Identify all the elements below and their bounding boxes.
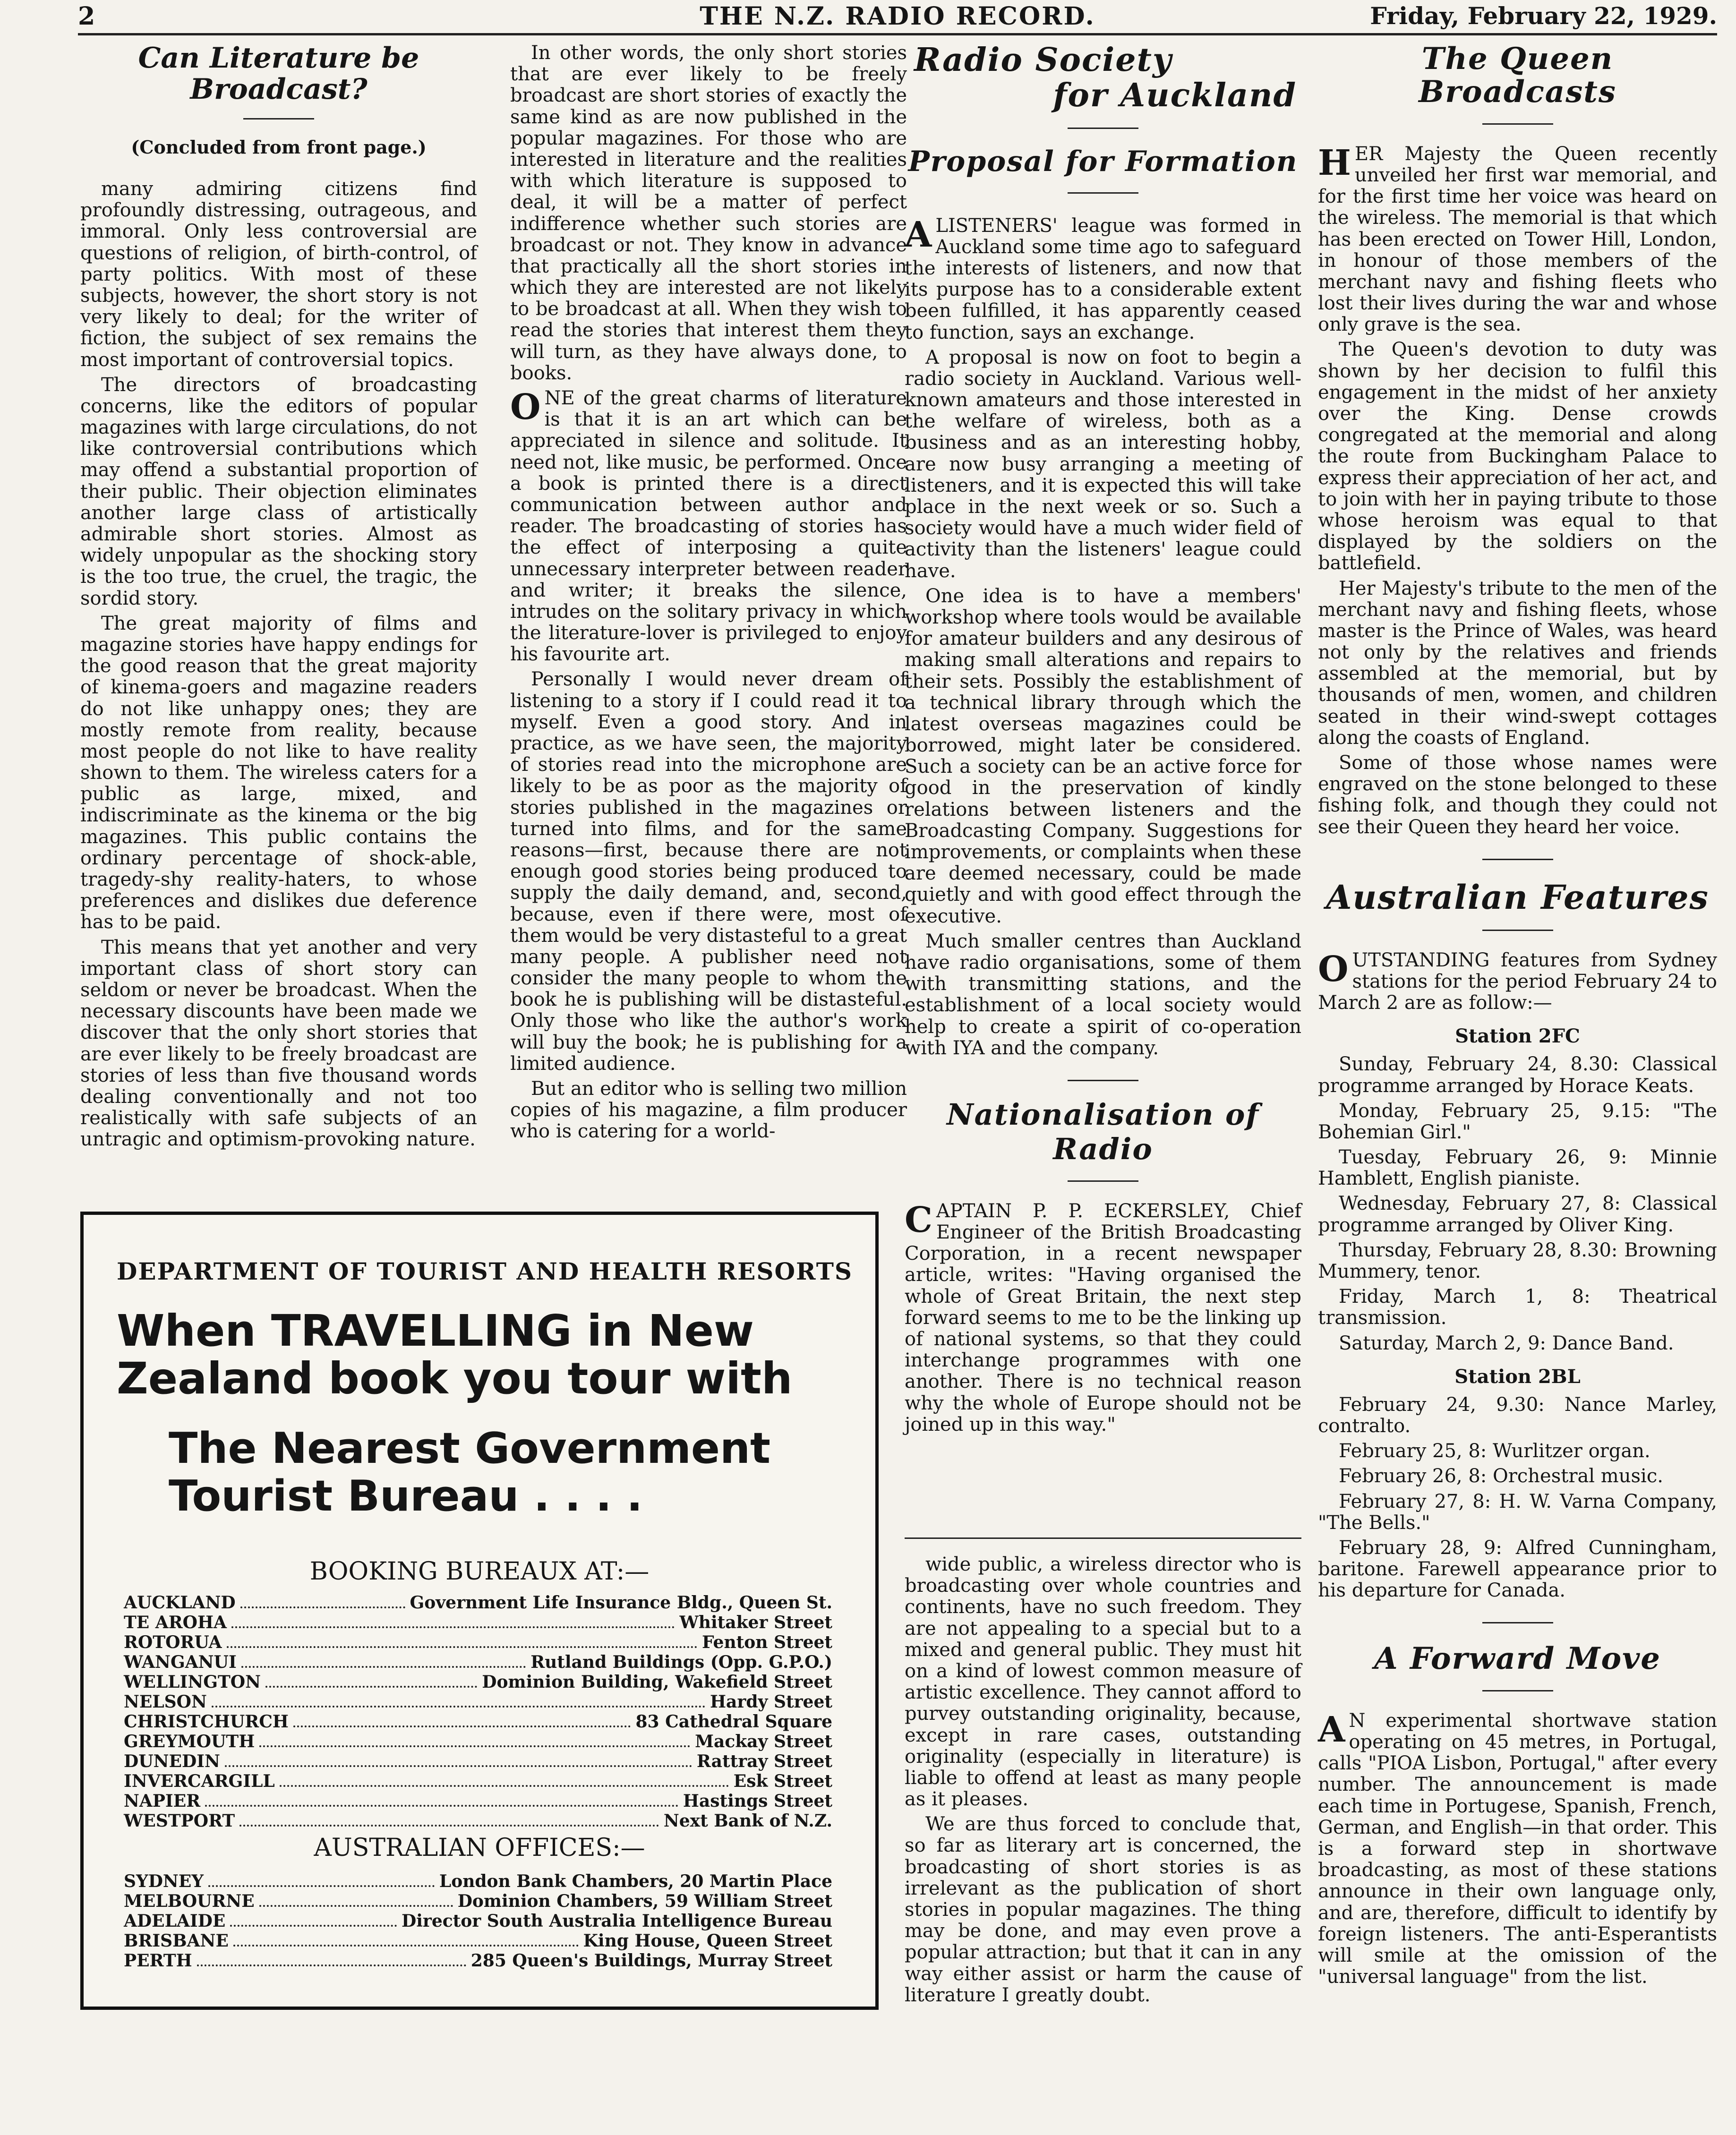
dot-leader (227, 1646, 697, 1648)
separator (1482, 859, 1553, 860)
office-city: WESTPORT (124, 1811, 235, 1831)
paragraph: We are thus forced to conclude that, so far as literary art is concerned, the broadcasting of short stories is as irrelevant as the publication of short stories in popular magazines. The thing may be done, and may even prove a popular attraction; but that it can in any way either assist or harm the cause of literature I greatly doubt. (905, 1813, 1301, 2006)
office-city: PERTH (124, 1951, 192, 1971)
office-city: NELSON (124, 1692, 207, 1712)
dot-leader (259, 1745, 690, 1747)
office-address: Whitaker Street (679, 1613, 832, 1632)
office-row (124, 1712, 832, 1732)
office-address: Rutland Buildings (Opp. G.P.O.) (530, 1652, 832, 1672)
paragraph: Saturday, March 2, 9: Dance Band. (1339, 1332, 1674, 1354)
news-column-4 (1318, 43, 1717, 1991)
dot-leader (280, 1785, 729, 1787)
forward-move-body (1318, 1710, 1717, 1988)
australian-offices-heading: AUSTRALIAN OFFICES:— (314, 1834, 645, 1862)
paragraph: ALISTENERS' league was formed in Auckland some time ago to safeguard the interests of listeners, and now that its purpose has to a considerable extent been fulfilled, it has apparently ceased to function, says an exchange. (905, 214, 1301, 343)
office-row (124, 1911, 832, 1931)
ad-department: DEPARTMENT OF TOURIST AND HEALTH RESORTS (117, 1257, 853, 1285)
literature-headline: Can Literature be Broadcast? (138, 42, 419, 106)
queen-body (1318, 144, 1717, 838)
news-column-3 (905, 43, 1301, 1439)
office-row (124, 1613, 832, 1632)
station-2fc-list (1318, 1054, 1717, 1354)
paragraph: One idea is to have a members' workshop where tools would be available for amateur builders and any desirous of making small alterations and repairs to their sets. Possibly the establishment of a technical library through which the latest overseas magazines could be borrowed, might later be considered. Such a society can be an active force for good in the preservation of kindly relations between listeners and the Broadcasting Company. Suggestions for improvements, or complaints when these are deemed necessary, could be made quietly and with good effect through the executive. (905, 585, 1301, 927)
separator (243, 118, 314, 120)
office-row (124, 1791, 832, 1811)
booking-list (124, 1593, 832, 1831)
paragraph: February 25, 8: Wurlitzer organ. (1339, 1440, 1650, 1462)
page-header (78, 2, 1717, 31)
office-row (124, 1771, 832, 1791)
office-address: Next Bank of N.Z. (663, 1811, 832, 1831)
dot-leader (205, 1805, 678, 1807)
continued-note: (Concluded from front page.) (131, 137, 427, 158)
paragraph: But an editor who is selling two million copies of his magazine, a film producer who is catering for a world- (510, 1078, 907, 1143)
station-2bl-heading: Station 2BL (1454, 1365, 1581, 1388)
office-address: Hardy Street (710, 1692, 832, 1712)
column-rule (905, 1537, 1301, 1539)
paragraph: In other words, the only short stories that are ever likely to be freely broadcast are short stories of exactly the same kind as are now published in the popular magazines. For those who are interested in literature and the realities with which literature is supposed to deal, it will be a matter of perfect indifference whether such stories are broadcast or not. They know in advance that practically all the short stories in which they are interested are not likely to be broadcast at all. When they wish to read the stories that interest them they will turn, as they have always done, to books. (510, 42, 907, 384)
office-address: Dominion Chambers, 59 William Street (457, 1891, 832, 1911)
paragraph: The Queen's devotion to duty was shown by her decision to fulfil this engagement in the midst of her anxiety over the King. Dense crowds congregated at the memorial and along the route from Buckingham Palace to express their appreciation of her act, and to join with her in paying tribute to those whose heroism was equal to that displayed by the soldiers on the battlefield. (1318, 339, 1717, 574)
dot-leader (231, 1626, 675, 1628)
paragraph: February 26, 8: Orchestral music. (1339, 1465, 1663, 1487)
separator (1068, 1180, 1138, 1182)
office-address: 83 Cathedral Square (635, 1712, 832, 1732)
paragraph: Monday, February 25, 9.15: "The Bohemian Girl." (1318, 1100, 1717, 1143)
office-city: DUNEDIN (124, 1751, 220, 1771)
tourist-bureau-advertisement (80, 1212, 879, 2010)
office-row (124, 1732, 832, 1751)
australian-offices-list (124, 1871, 832, 1971)
paragraph: February 28, 9: Alfred Cunningham, baritone. Farewell appearance prior to his departure for Canada. (1318, 1537, 1717, 1602)
literature-column-2 (510, 43, 907, 1146)
office-city: GREYMOUTH (124, 1732, 255, 1751)
office-city: CHRISTCHURCH (124, 1712, 289, 1732)
office-city: BRISBANE (124, 1931, 229, 1951)
paragraph: The great majority of films and magazine stories have happy endings for the good reason that the great majority of kinema-goers and magazine readers do not like unhappy ones; they are mostly remote from reality, because most people do not like to have reality shown to them. The wireless caters for a public as large, mixed, and indiscriminate as the kinema or the big magazines. This public contains the ordinary percentage of shock-able, tragedy-shy reality-haters, to whose preferences and dislikes due deference has to be paid. (80, 612, 477, 933)
paragraph: A proposal is now on foot to begin a radio society in Auckland. Various well-known amateurs and those interested in the welfare of wireless, both as a business and as an interesting hobby, are now busy arranging a meeting of listeners, and it is expected this will take place in the next week or so. Such a society would have a much wider field of activity than the listeners' league could have. (905, 346, 1301, 582)
separator (1068, 1080, 1138, 1081)
office-city: ROTORUA (124, 1632, 222, 1652)
office-row (124, 1951, 832, 1971)
office-address: Dominion Building, Wakefield Street (482, 1672, 832, 1692)
office-address: Government Life Insurance Bldg., Queen St. (410, 1593, 832, 1613)
australian-intro: OUTSTANDING features from Sydney stations for the period February 24 to March 2 are as follow:— (1318, 948, 1717, 1014)
australian-headline: Australian Features (1326, 877, 1709, 917)
paragraph: Her Majesty's tribute to the men of the merchant navy and fishing fleets, whose master is the Prince of Wales, was heard not only by the relatives and friends assembled at the memorial, but by thousands of men, women, and children seated in their wind-swept cottages along the coasts of England. (1318, 577, 1717, 749)
page-number: 2 (78, 2, 95, 31)
paragraph: Sunday, February 24, 8.30: Classical programme arranged by Horace Keats. (1318, 1053, 1717, 1097)
paragraph: February 24, 9.30: Nance Marley, contralto. (1318, 1393, 1717, 1437)
office-row (124, 1871, 832, 1891)
office-row (124, 1751, 832, 1771)
dot-leader (212, 1706, 705, 1708)
auckland-headline-2: for Auckland (1053, 76, 1297, 114)
dot-leader (293, 1725, 631, 1727)
literature-column-3-tail (905, 1554, 1301, 2010)
paragraph: CAPTAIN P. P. ECKERSLEY, Chief Engineer of the British Broadcasting Corporation, in a recent newspaper article, writes: "Having organised the whole of Great Britain, the next step forward seems to me to be the linking up of national systems, so that they could interchange programmes with one another. There is no technical reason why the whole of Europe should not be joined up in this way." (905, 1199, 1301, 1435)
paragraph: This means that yet another and very important class of short story can seldom or never be broadcast. When the necessary discounts have been made we discover that the only short stories that are ever likely to be freely broadcast are stories of less than five thousand words dealing conventionally and not too realistically with safe subjects of an untragic and optimism-provoking nature. (80, 936, 477, 1151)
office-row (124, 1811, 832, 1831)
paragraph: Much smaller centres than Auckland have radio organisations, some of them with transmitting stations, and the establishment of a local society would help to create a spirit of co-operation with IYA and the company. (905, 930, 1301, 1059)
paragraph: Some of those whose names were engraved on the stone belonged to these fishing folk, and though they could not see their Queen they heard her voice. (1318, 752, 1717, 838)
office-row (124, 1652, 832, 1672)
forward-move-headline: A Forward Move (1374, 1641, 1661, 1677)
office-row (124, 1672, 832, 1692)
separator (1482, 930, 1553, 931)
office-city: AUCKLAND (124, 1593, 236, 1613)
ad-bureau-name: The Nearest Government Tourist Bureau . . . . (169, 1424, 771, 1521)
paragraph: AN experimental shortwave station operating on 45 metres, in Portugal, calls "PIOA Lisbon, Portugal," after every number. The announcement is made each time in Portugese, Spanish, French, German, and English—in that order. This is a forward step in shortwave broadcasting, as most of these stations announce in their own language only, and are, therefore, difficult to identify by foreign listeners. The anti-Esperantists will smile at the omission of the "universal language" from the list. (1318, 1709, 1717, 1988)
literature-column-1 (80, 43, 477, 1154)
paragraph: The directors of broadcasting concerns, like the editors of popular magazines with large circulations, do not like controversial contributions which may offend a substantial proportion of their public. Their objection eliminates another large class of artistically admirable short stories. Almost as widely unpopular as the shocking story is the too true, the cruel, the tragic, the sordid story. (80, 374, 477, 609)
auckland-subheadline: Proposal for Formation (908, 145, 1298, 178)
station-2bl-list (1318, 1394, 1717, 1602)
office-address: Esk Street (733, 1771, 832, 1791)
nationalisation-headline: Nationalisation of Radio (946, 1097, 1260, 1166)
paragraph: ONE of the great charms of literature is that it is an art which can be appreciated in silence and solitude. It need not, like music, be performed. Once a book is printed there is a direct communication between author and reader. The broadcasting of stories has the effect of interposing a quite unnecessary interpreter between reader and writer; it breaks the silence, intrudes on the solitary privacy in which the literature-lover is privileged to enjoy his favourite art. (510, 387, 907, 666)
office-address: London Bank Chambers, 20 Martin Place (439, 1871, 832, 1891)
office-city: INVERCARGILL (124, 1771, 275, 1791)
auckland-body (905, 215, 1301, 1059)
dot-leader (241, 1666, 526, 1668)
queen-headline: The Queen Broadcasts (1419, 41, 1616, 110)
header-rule (78, 33, 1717, 35)
office-row (124, 1931, 832, 1951)
nationalisation-body (905, 1201, 1301, 1435)
paragraph: Tuesday, February 26, 9: Minnie Hamblett, English pianiste. (1318, 1146, 1717, 1190)
office-address: Fenton Street (701, 1632, 832, 1652)
paragraph: HER Majesty the Queen recently unveiled her first war memorial, and for the first time her voice was heard on the wireless. The memorial is that which has been erected on Tower Hill, London, in honour of those members of the merchant navy and fishing fleets who lost their lives during the war and whose only grave is the sea. (1318, 142, 1717, 336)
ad-headline: When TRAVELLING in New Zealand book you tour with (117, 1306, 793, 1404)
office-row (124, 1891, 832, 1911)
dot-leader (225, 1765, 692, 1767)
dot-leader (259, 1905, 453, 1907)
office-address: 285 Queen's Buildings, Murray Street (470, 1951, 832, 1971)
office-address: Rattray Street (696, 1751, 832, 1771)
newspaper-title: THE N.Z. RADIO RECORD. (700, 2, 1095, 31)
dot-leader (265, 1686, 477, 1688)
office-address: Hastings Street (683, 1791, 832, 1811)
dot-leader (239, 1825, 659, 1827)
paragraph: wide public, a wireless director who is broadcasting over whole countries and continents, have no such freedom. They are not appealing to a special but to a mixed and general public. They must hit on a kind of lowest common measure of artistic excellence. They cannot afford to purvey outstanding originality, because, except in rare cases, outstanding originality (especially in literature) is liable to offend at least as many people as it pleases. (905, 1554, 1301, 1810)
paragraph: many admiring citizens find profoundly distressing, outrageous, and immoral. Only less controversial are questions of religion, of birth-control, of party politics. With most of these subjects, however, the short story is not very likely to deal; for the writer of fiction, the subject of sex remains the most important of controversial topics. (80, 178, 477, 371)
dot-leader (197, 1964, 466, 1966)
paragraph: Personally I would never dream of listening to a story if I could read it to myself. Even a good story. And in practice, as we have seen, the majority of stories read into the microphone are likely to be as poor as the majority of stories published in the magazines or turned into films, and for the same reasons—first, because there are not enough good stories being produced to supply the daily demand, and, second, because, even if there were, most of them would be very distasteful to a great many people. A publisher need not consider the many people to whom the book he is publishing will be distasteful. Only those who like the author's work will buy the book; he is publishing for a limited audience. (510, 668, 907, 1075)
office-address: King House, Queen Street (583, 1931, 832, 1951)
booking-heading: BOOKING BUREAUX AT:— (309, 1557, 650, 1586)
separator (1482, 1690, 1553, 1691)
office-row (124, 1632, 832, 1652)
office-address: Mackay Street (695, 1732, 832, 1751)
paragraph: Thursday, February 28, 8.30: Browning Mummery, tenor. (1318, 1239, 1717, 1283)
auckland-headline-1: Radio Society (914, 41, 1172, 79)
office-city: NAPIER (124, 1791, 201, 1811)
issue-date: Friday, February 22, 1929. (1370, 2, 1717, 30)
office-row (124, 1593, 832, 1613)
office-city: MELBOURNE (124, 1891, 255, 1911)
separator (1068, 128, 1138, 129)
separator (1482, 1622, 1553, 1623)
office-city: WANGANUI (124, 1652, 237, 1672)
office-city: SYDNEY (124, 1871, 204, 1891)
office-city: TE AROHA (124, 1613, 227, 1632)
station-2fc-heading: Station 2FC (1455, 1025, 1580, 1048)
literature-col1-body (80, 179, 477, 1150)
dot-leader (208, 1885, 435, 1887)
dot-leader (233, 1945, 579, 1947)
paragraph: Wednesday, February 27, 8: Classical programme arranged by Oliver King. (1318, 1193, 1717, 1236)
office-city: ADELAIDE (124, 1911, 226, 1931)
separator (1068, 192, 1138, 194)
paragraph: February 27, 8: H. W. Varna Company, "The Bells." (1318, 1490, 1717, 1534)
literature-col2-body (510, 43, 907, 1143)
literature-col3-body (905, 1554, 1301, 2006)
office-city: WELLINGTON (124, 1672, 261, 1692)
office-row (124, 1692, 832, 1712)
separator (1482, 123, 1553, 125)
dot-leader (230, 1925, 397, 1927)
dot-leader (240, 1606, 405, 1608)
office-address: Director South Australia Intelligence Bureau (401, 1911, 832, 1931)
paragraph: Friday, March 1, 8: Theatrical transmission. (1318, 1286, 1717, 1329)
